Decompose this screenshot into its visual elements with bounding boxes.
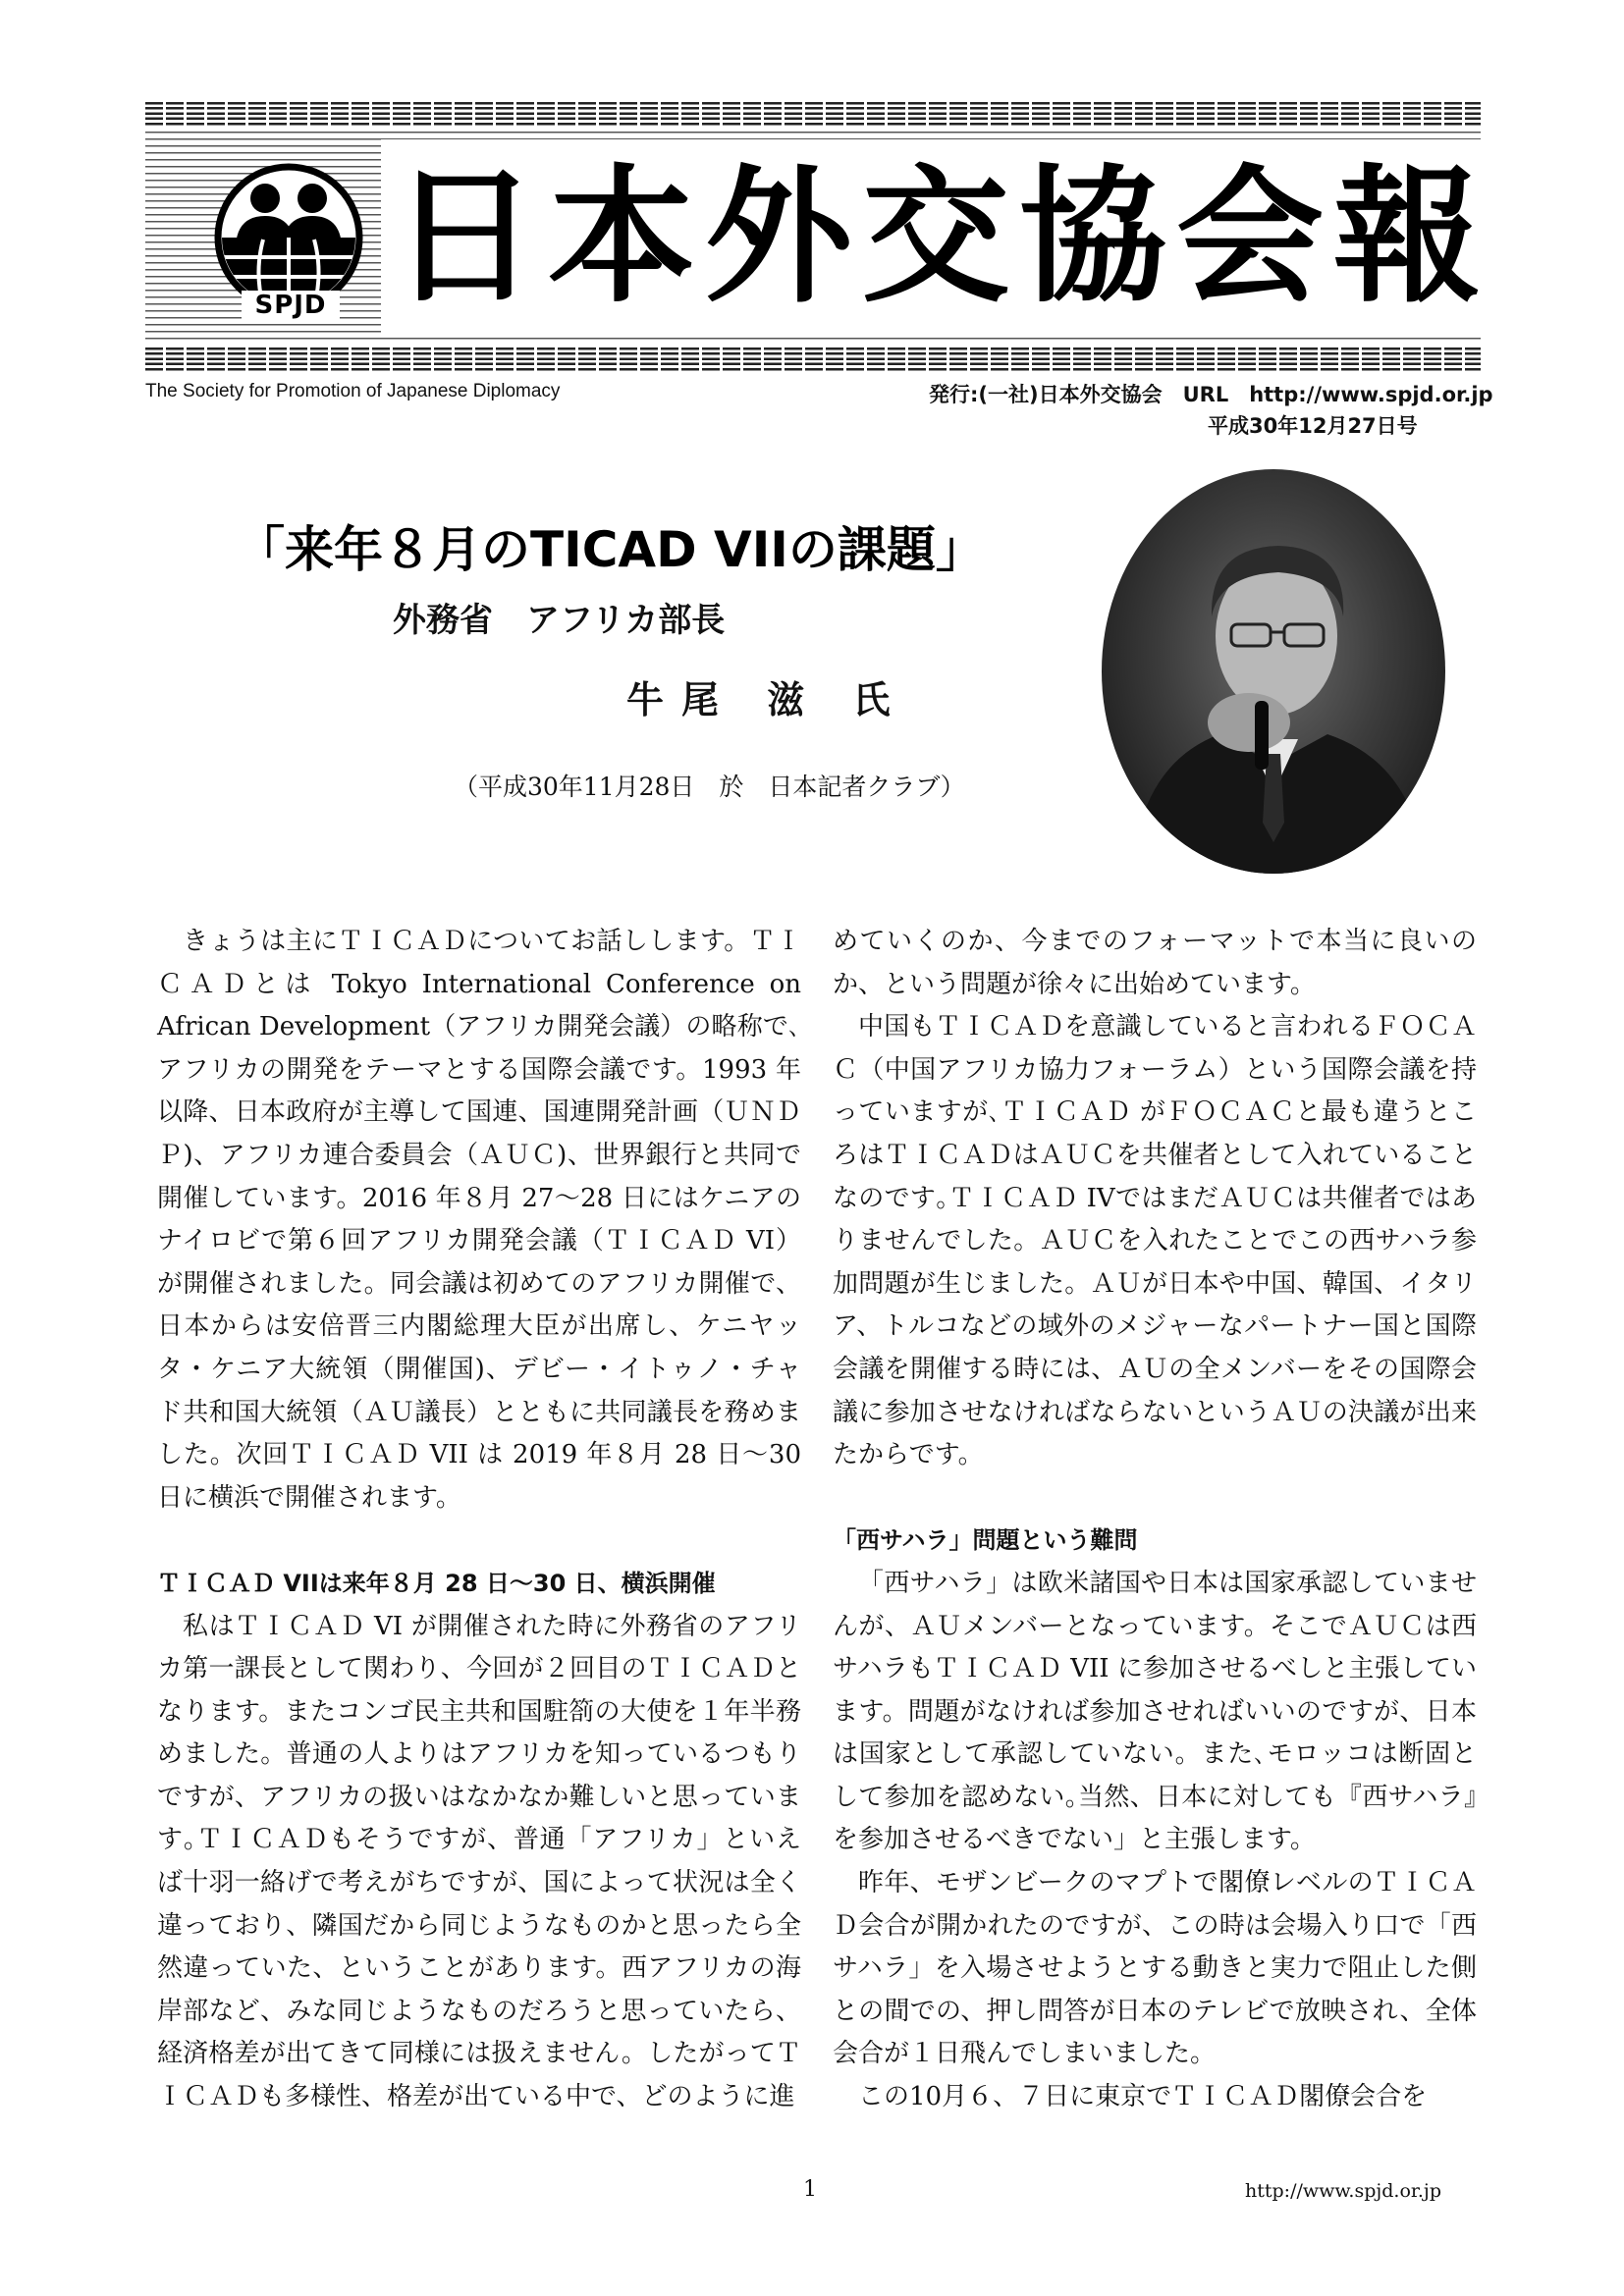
footer-url[interactable]: http://www.spjd.or.jp	[1245, 2180, 1441, 2202]
issue-date: 平成30年12月27日号	[1208, 414, 1418, 438]
body-paragraph: 中国もＴＩＣＡＤを意識していると言われるＦＯＣＡＣ（中国アフリカ協力フォーラム）という国際会議を持っていますが､ＴＩＣＡＤ がＦＯＣＡＣと最も違うところはＴＩＣＡＤはＡＵＣを共催者として入れていることなのです｡ＴＩＣＡＤ IVではまだＡＵＣは共催者ではありませんでした。ＡＵＣを入れたことでこの西サハラ参加問題が生じました。ＡＵが日本や中国、韓国、イタリア、トルコなどの域外のメジャーなパートナー国と国際会議を開催する時には、ＡＵの全メンバーをその国際会議に参加させなければならないというＡＵの決議が出来たからです。	[833, 1012, 1477, 1470]
masthead	[145, 102, 1491, 375]
masthead-top-band	[145, 102, 1481, 128]
masthead-bottom-band	[145, 347, 1481, 373]
speaker-role: 外務省 アフリカ部長	[393, 601, 726, 640]
society-tagline: The Society for Promotion of Japanese Diplomacy	[145, 381, 561, 401]
section-heading: ＴＩＣＡＤ VIIは来年８月 28 日～30 日、横浜開催	[157, 1569, 716, 1597]
speaker-name: 牛尾 滋 氏	[626, 678, 908, 721]
speaker-portrait-icon	[1102, 469, 1445, 874]
body-paragraph: 私はＴＩＣＡＤ VI が開催された時に外務省のアフリカ第一課長として関わり、今回が２回目のＴＩＣＡＤとなります。またコンゴ民主共和国駐箚の大使を１年半務めました。普通の人よりはアフリカを知っているつもりですが、アフリカの扱いはなかなか難しいと思っています｡ＴＩＣＡＤもそうですが、普通「アフリカ」といえば十羽一絡げで考えがちですが、国によって状況は全く違っており、隣国だから同じようなものかと思ったら全然違っていた、ということがあります。西アフリカの海岸部など、みな同じようなものだろうと思っていたら、経済格差が出てきて同様には扱えません。したがってＴＩＣＡＤも多様性、格差が出ている中で、どのように進	[157, 1611, 801, 2112]
event-info: （平成30年11月28日 於 日本記者クラブ）	[454, 773, 965, 801]
body-paragraph: きょうは主にＴＩＣＡＤについてお話しします。ＴＩＣＡＤとは Tokyo International Conference on African Development（アフリカ開発会議）の略称で､アフリカの開発をテーマとする国際会議です。1993 年以降、日本政府が主導して国連、国連開発計画（ＵＮＤＰ)、アフリカ連合委員会（ＡＵＣ)、世界銀行と共同で開催しています。2016 年８月 27～28 日にはケニアのナイロビで第６回アフリカ開発会議（ＴＩＣＡＤ VI）が開催されました。同会議は初めてのアフリカ開催で、日本からは安倍晋三内閣総理大臣が出席し、ケニヤッタ・ケニア大統領（開催国)、デビー・イトゥノ・チャド共和国大統領（ＡＵ議長）とともに共同議長を務めました。次回ＴＩＣＡＤ VII は 2019 年８月 28 日～30 日に横浜で開催されます。	[157, 927, 801, 1513]
logo-text: SPJD	[242, 291, 340, 320]
body-paragraph: めていくのか、今までのフォーマットで本当に良いのか、という問題が徐々に出始めています。	[833, 927, 1477, 999]
body-paragraph: この10月６、７日に東京でＴＩＣＡＤ閣僚会合を	[858, 2082, 1428, 2112]
body-paragraph: 「西サハラ」は欧米諸国や日本は国家承認していませんが、ＡＵメンバーとなっています。そこでＡＵＣは西サハラもＴＩＣＡＤ VII に参加させるべしと主張しています。問題がなければ参加させればいいのですが、日本は国家として承認していない。また､モロッコは断固として参加を認めない｡当然、日本に対しても『西サハラ』を参加させるべきでない」と主張します。	[833, 1568, 1477, 1855]
newsletter-title: 日本外交協会報	[381, 139, 1500, 336]
publisher-line: 発行:(一社)日本外交協会 URL http://www.spjd.or.jp	[929, 383, 1493, 406]
page-number: 1	[803, 2177, 817, 2202]
article-column-left	[157, 921, 801, 2119]
article-column-right	[833, 921, 1477, 2119]
section-heading: 「西サハラ」問題という難問	[833, 1526, 1138, 1555]
article-title: 「来年８月のTICAD VIIの課題」	[236, 521, 985, 578]
body-paragraph: 昨年、モザンビークのマプトで閣僚レベルのＴＩＣＡＤ会合が開かれたのですが、この時は会場入り口で「西サハラ」を入場させようとする動きと実力で阻止した側との間での、押し問答が日本のテレビで放映され、全体会合が１日飛んでしまいました。	[833, 1868, 1477, 2069]
speaker-photo	[1102, 469, 1445, 874]
